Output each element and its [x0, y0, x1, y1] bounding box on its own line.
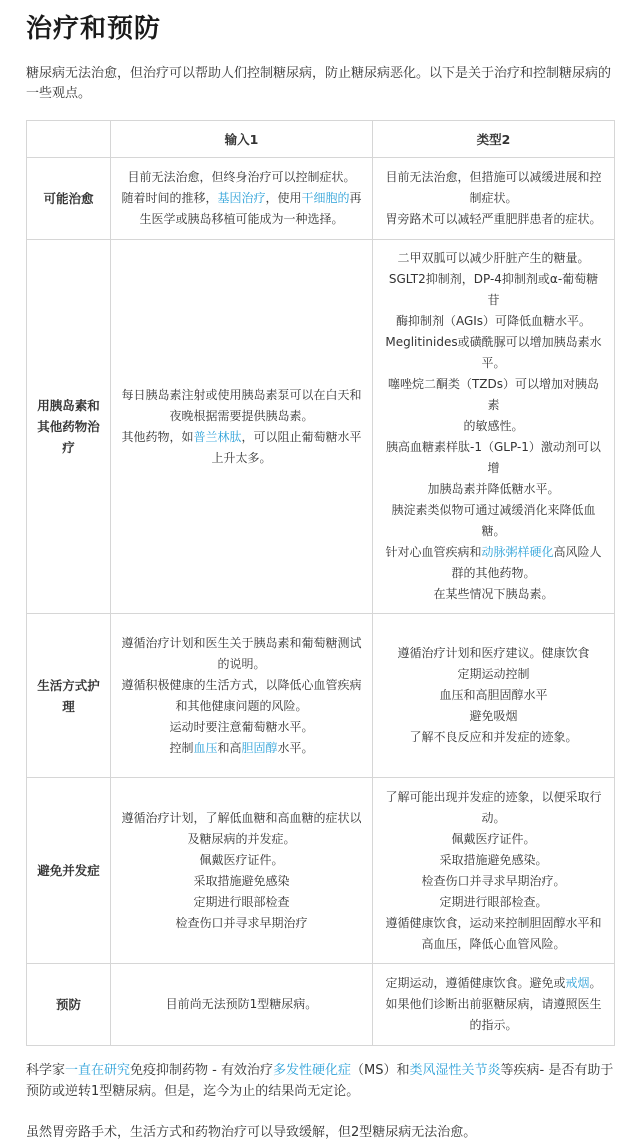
text-segment: 群的其他药物。 [451, 566, 536, 580]
text-segment: ，可以阻止葡萄糖水平 [241, 429, 362, 444]
text-segment: 动。 [481, 810, 506, 825]
text-segment: 和高 [217, 740, 242, 755]
text-segment: 采取措施避免感染。 [439, 852, 548, 867]
table-row [27, 964, 615, 1046]
text-segment: 目前尚无法预防1型糖尿病。 [165, 997, 318, 1011]
cell-line [121, 994, 362, 1015]
cell-line [383, 353, 604, 374]
table-header-blank [27, 121, 111, 158]
cell-line [383, 332, 604, 353]
text-segment: 科学家 [26, 1063, 66, 1078]
cell-line [121, 448, 362, 469]
cell-line [121, 829, 362, 850]
cell-line [383, 829, 604, 850]
text-segment: 检查伤口并寻求早期治疗 [175, 915, 308, 930]
cell-line [383, 311, 604, 332]
text-segment: 针对心血管疾病和 [385, 545, 482, 559]
table-row [27, 778, 615, 964]
text-segment: 了解不良反应和并发症的迹象。 [409, 730, 578, 744]
text-segment: 噻唑烷二酮类（TZDs）可以增加对胰岛素 [387, 377, 600, 412]
cell-line [383, 727, 604, 748]
cell-line [383, 374, 604, 416]
cell-line [383, 188, 604, 209]
text-segment: 目前无法治愈，但措施可以减缓进展和控 [385, 170, 602, 184]
type2-cell [373, 158, 615, 240]
cell-line [383, 1015, 604, 1036]
outro-paragraph [26, 1060, 614, 1102]
cell-line [121, 850, 362, 871]
text-segment: 水平。 [277, 740, 314, 755]
inline-link[interactable]: 动脉粥样硬化 [481, 545, 554, 559]
cell-line [383, 479, 604, 500]
table-row [27, 158, 615, 240]
text-segment: 和其他健康问题的风险。 [175, 698, 308, 713]
text-segment: 定期进行眼部检查。 [439, 894, 548, 909]
text-segment: 胰淀素类似物可通过减缓消化来降低血 [391, 503, 596, 517]
inline-link[interactable]: 戒烟 [565, 976, 590, 990]
type2-cell [373, 778, 615, 964]
table-row [27, 614, 615, 778]
inline-link[interactable]: 胆固醇 [241, 740, 278, 755]
cell-line [383, 584, 604, 605]
row-label: 预防 [27, 964, 111, 1046]
cell-line [121, 654, 362, 675]
text-segment: 及糖尿病的并发症。 [187, 831, 296, 846]
table-header-row [27, 121, 615, 158]
row-label: 可能治愈 [27, 158, 111, 240]
row-label: 用胰岛素和其他药物治疗 [27, 240, 111, 614]
cell-line [383, 973, 604, 994]
cell-line [121, 717, 362, 738]
cell-line [383, 787, 604, 808]
type1-cell [111, 240, 373, 614]
text-segment: 检查伤口并寻求早期治疗。 [421, 873, 566, 888]
cell-line [121, 167, 362, 188]
cell-line [383, 500, 604, 521]
cell-line [121, 808, 362, 829]
cell-line [121, 738, 362, 759]
intro-paragraph: 糖尿病无法治愈，但治疗可以帮助人们控制糖尿病，防止糖尿病恶化。以下是关于治疗和控制糖尿病的一些观点。 [26, 66, 612, 101]
text-segment: 遵循治疗计划，了解低血糖和高血糖的症状以 [121, 810, 362, 825]
cell-line [121, 209, 362, 230]
text-segment: 糖。 [481, 524, 506, 538]
text-segment: 佩戴医疗证件。 [451, 831, 536, 846]
text-segment: 遵循治疗计划和医疗建议。健康饮食 [397, 646, 590, 660]
type2-cell [373, 240, 615, 614]
cell-line [121, 913, 362, 934]
text-segment: 的指示。 [469, 1018, 518, 1032]
text-segment: 制症状。 [469, 191, 518, 205]
text-segment: 随着时间的推移， [121, 191, 218, 205]
text-segment: 。 [589, 976, 602, 990]
type1-cell [111, 964, 373, 1046]
cell-line [121, 385, 362, 406]
text-segment: 的说明。 [217, 656, 266, 671]
cell-line [383, 416, 604, 437]
cell-line [383, 685, 604, 706]
text-segment: 佩戴医疗证件。 [199, 852, 284, 867]
text-segment: 平。 [481, 356, 506, 370]
text-segment: 胃旁路术可以减轻严重肥胖患者的症状。 [385, 212, 602, 226]
cell-line [383, 563, 604, 584]
text-segment: 生医学或胰岛移植可能成为一种选择。 [139, 212, 344, 226]
text-segment: 高风险人 [553, 545, 602, 559]
row-label: 生活方式护理 [27, 614, 111, 778]
text-segment: 运动时要注意葡萄糖水平。 [169, 719, 314, 734]
cell-line [383, 994, 604, 1015]
text-segment: 酶抑制剂（AGIs）可降低血糖水平。 [395, 314, 592, 328]
cell-line [383, 913, 604, 934]
cell-line [383, 167, 604, 188]
text-segment: 采取措施避免感染 [193, 873, 290, 888]
cell-line [383, 209, 604, 230]
text-segment: 二甲双胍可以减少肝脏产生的糖量。 [397, 251, 590, 265]
text-segment: 遵循健康饮食，运动来控制胆固醇水平和 [385, 915, 602, 930]
text-segment: SGLT2抑制剂，DP-4抑制剂或α-葡萄糖苷 [388, 272, 599, 307]
cell-line [383, 437, 604, 479]
inline-link[interactable]: 基因治疗 [217, 191, 266, 205]
text-segment: 在某些情况下胰岛素。 [433, 587, 554, 601]
cell-line [383, 269, 604, 311]
table-header-type2: 类型2 [373, 121, 615, 158]
text-segment: 如果他们诊断出前驱糖尿病，请遵照医生 [385, 997, 602, 1011]
text-segment: 目前无法治愈，但终身治疗可以控制症状。 [127, 170, 356, 184]
text-segment: 高血压，降低心血管风险。 [421, 936, 566, 951]
text-segment: 定期进行眼部检查 [193, 894, 290, 909]
cell-line [121, 892, 362, 913]
cell-line [121, 675, 362, 696]
text-segment: ，使用 [265, 191, 302, 205]
cell-line [383, 934, 604, 955]
cell-line [383, 871, 604, 892]
outro-paragraph-2: 虽然胃旁路手术，生活方式和药物治疗可以导致缓解，但2型糖尿病无法治愈。 [26, 1125, 477, 1140]
text-segment: 定期运动，遵循健康饮食。避免或 [385, 976, 566, 990]
text-segment: 了解可能出现并发症的迹象，以便采取行 [385, 789, 602, 804]
type2-cell [373, 614, 615, 778]
cell-line [383, 808, 604, 829]
text-segment: 等疾病- 是否有助于预防或逆转1型糖尿病。但是，迄今为止的结果尚无定论。 [26, 1063, 614, 1099]
inline-link[interactable]: 一直在研究 [65, 1063, 131, 1078]
type2-cell [373, 964, 615, 1046]
text-segment: 遵循治疗计划和医生关于胰岛素和葡萄糖测试 [121, 635, 362, 650]
row-label: 避免并发症 [27, 778, 111, 964]
table-row [27, 240, 615, 614]
text-segment: 夜晚根据需要提供胰岛素。 [169, 408, 314, 423]
cell-line [383, 248, 604, 269]
text-segment: 加胰岛素并降低糖水平。 [427, 482, 560, 496]
text-segment: 其他药物，如 [121, 429, 194, 444]
text-segment: 控制 [169, 740, 194, 755]
page-title: 治疗和预防 [26, 14, 162, 44]
cell-line [121, 633, 362, 654]
cell-line [383, 521, 604, 542]
text-segment: 避免吸烟 [469, 709, 518, 723]
inline-link[interactable]: 血压 [193, 740, 218, 755]
cell-line [121, 188, 362, 209]
inline-link[interactable]: 普兰林肽 [193, 429, 242, 444]
cell-line [121, 406, 362, 427]
cell-line [121, 871, 362, 892]
text-segment: 的敏感性。 [463, 419, 524, 433]
inline-link[interactable]: 类风湿性关节炎 [409, 1063, 501, 1078]
cell-line [383, 892, 604, 913]
type1-cell [111, 614, 373, 778]
cell-line [383, 706, 604, 727]
text-segment: 再 [349, 191, 362, 205]
text-segment: 遵循积极健康的生活方式，以降低心血管疾病 [121, 677, 362, 692]
text-segment: 定期运动控制 [457, 667, 530, 681]
text-segment: 免疫抑制药物 - 有效治疗 [130, 1063, 273, 1078]
text-segment: （MS）和 [351, 1063, 410, 1078]
text-segment: 上升太多。 [211, 450, 272, 465]
inline-link[interactable]: 多发性硬化症 [273, 1063, 352, 1078]
text-segment: 胰高血糖素样肽-1（GLP-1）激动剂可以增 [386, 440, 601, 475]
type1-cell [111, 778, 373, 964]
treatment-table [26, 120, 615, 1046]
text-segment: Meglitinides或磺酰脲可以增加胰岛素水 [385, 335, 602, 349]
cell-line [121, 427, 362, 448]
cell-line [383, 850, 604, 871]
text-segment: 血压和高胆固醇水平 [439, 688, 548, 702]
cell-line [383, 542, 604, 563]
cell-line [121, 696, 362, 717]
cell-line [383, 643, 604, 664]
text-segment: 每日胰岛素注射或使用胰岛素泵可以在白天和 [121, 387, 362, 402]
type1-cell [111, 158, 373, 240]
cell-line [383, 664, 604, 685]
table-header-type1: 输入1 [111, 121, 373, 158]
inline-link[interactable]: 干细胞的 [301, 191, 350, 205]
